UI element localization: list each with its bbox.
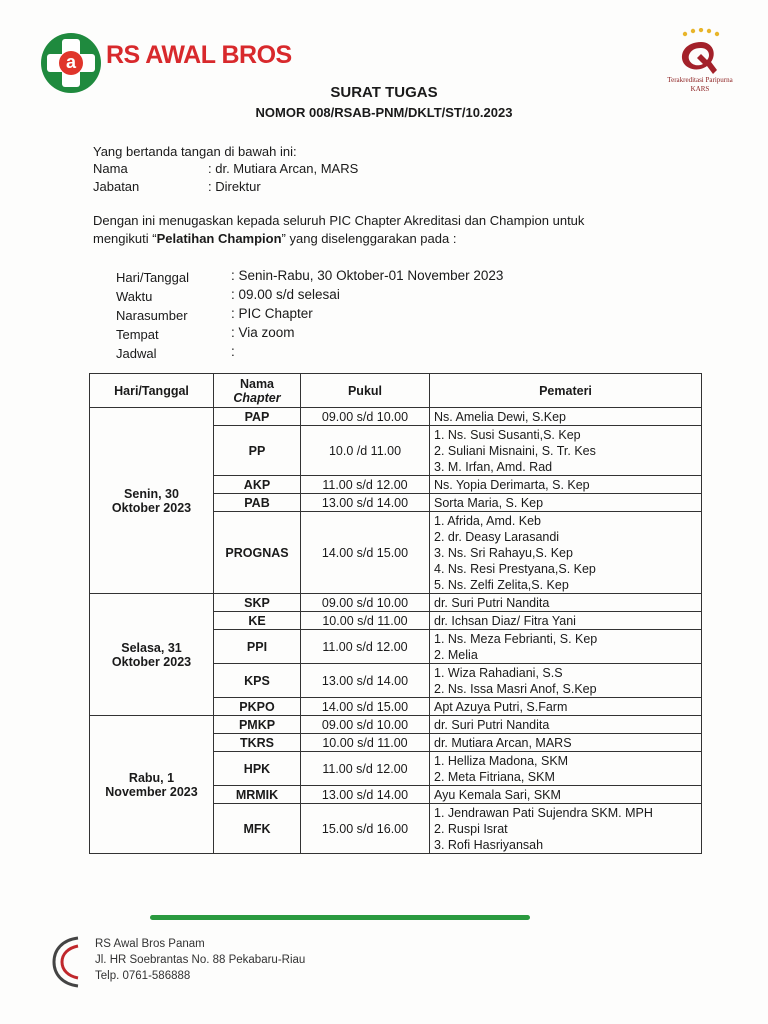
day-cell	[90, 594, 214, 716]
chapter-cell: PP	[214, 426, 301, 476]
document-title: SURAT TUGAS	[330, 84, 438, 101]
day-line1: Selasa, 31	[121, 640, 182, 655]
chapter-cell: MRMIK	[214, 786, 301, 804]
assignment-line1: Dengan ini menugaskan kepada seluruh PIC Chapter Akreditasi dan Champion untuk	[93, 213, 585, 228]
speaker-name: dr. Suri Putri Nandita	[434, 595, 550, 610]
time-cell: 14.00 s/d 15.00	[301, 512, 430, 594]
schedule-body	[90, 408, 702, 854]
time-cell: 13.00 s/d 14.00	[301, 494, 430, 512]
chapter-cell: KE	[214, 612, 301, 630]
speaker-name: 2. Meta Fitriana, SKM	[434, 769, 555, 784]
time-cell: 11.00 s/d 12.00	[301, 476, 430, 494]
speaker-cell	[430, 786, 702, 804]
speaker-name: Ayu Kemala Sari, SKM	[434, 787, 561, 802]
chapter-cell: PAP	[214, 408, 301, 426]
time-cell: 10.00 s/d 11.00	[301, 612, 430, 630]
time-cell: 13.00 s/d 14.00	[301, 786, 430, 804]
time-cell: 09.00 s/d 10.00	[301, 594, 430, 612]
training-name: Pelatihan Champion	[156, 231, 282, 246]
chapter-cell: TKRS	[214, 734, 301, 752]
footer-logo-icon	[48, 934, 88, 990]
chapter-cell: PAB	[214, 494, 301, 512]
time-cell: 09.00 s/d 10.00	[301, 408, 430, 426]
speaker-name: 5. Ns. Zelfi Zelita,S. Kep	[434, 577, 569, 592]
table-row	[90, 594, 702, 612]
speaker-name: 2. Melia	[434, 647, 478, 662]
document-number: NOMOR 008/RSAB-PNM/DKLT/ST/10.2023	[255, 105, 513, 120]
header-chapter-line2: Chapter	[233, 390, 281, 405]
speaker-name: Ns. Yopia Derimarta, S. Kep	[434, 477, 590, 492]
time-cell: 09.00 s/d 10.00	[301, 716, 430, 734]
detail-value: : Senin-Rabu, 30 Oktober-01 November 2023	[231, 268, 504, 283]
speaker-name: 2. Ruspi Israt	[434, 821, 508, 836]
speaker-cell	[430, 716, 702, 734]
speaker-name: 3. Ns. Sri Rahayu,S. Kep	[434, 545, 573, 560]
footer-line2: Jl. HR Soebrantas No. 88 Pekabaru-Riau	[95, 954, 306, 966]
header-speaker: Pemateri	[430, 374, 702, 408]
chapter-cell: KPS	[214, 664, 301, 698]
chapter-cell: AKP	[214, 476, 301, 494]
speaker-name: dr. Mutiara Arcan, MARS	[434, 735, 572, 750]
details-labels	[116, 268, 189, 363]
header-chapter	[214, 374, 301, 408]
speaker-cell	[430, 594, 702, 612]
accreditation-line1: Terakreditasi Paripurna	[667, 76, 733, 84]
speaker-name: dr. Ichsan Diaz/ Fitra Yani	[434, 613, 576, 628]
speaker-name: 1. Jendrawan Pati Sujendra SKM. MPH	[434, 805, 653, 820]
table-row	[90, 408, 702, 426]
day-line2: Oktober 2023	[111, 500, 192, 515]
day-cell	[90, 716, 214, 854]
detail-label: Jadwal	[116, 346, 157, 361]
detail-value: :	[231, 344, 235, 359]
assignment-line2	[93, 230, 456, 247]
speaker-name: Ns. Amelia Dewi, S.Kep	[434, 409, 566, 424]
speaker-name: 1. Wiza Rahadiani, S.S	[434, 665, 563, 680]
speaker-cell	[430, 476, 702, 494]
footer-divider	[150, 915, 530, 920]
speaker-name: 2. dr. Deasy Larasandi	[434, 529, 560, 544]
speaker-name: 2. Ns. Issa Masri Anof, S.Kep	[434, 681, 597, 696]
time-cell: 10.00 s/d 11.00	[301, 734, 430, 752]
speaker-cell	[430, 494, 702, 512]
day-line2: Oktober 2023	[111, 654, 192, 669]
accreditation-line2: KARS	[690, 85, 710, 93]
day-line2: November 2023	[105, 784, 198, 799]
time-cell: 14.00 s/d 15.00	[301, 698, 430, 716]
time-cell: 13.00 s/d 14.00	[301, 664, 430, 698]
footer-line3: Telp. 0761-586888	[95, 970, 191, 982]
speaker-cell	[430, 698, 702, 716]
speaker-name: 1. Ns. Susi Susanti,S. Kep	[434, 427, 581, 442]
speaker-cell	[430, 612, 702, 630]
speaker-cell	[430, 408, 702, 426]
day-cell	[90, 408, 214, 594]
detail-value: : 09.00 s/d selesai	[231, 287, 340, 302]
header-time: Pukul	[301, 374, 430, 408]
details-values	[231, 266, 503, 361]
table-row	[90, 716, 702, 734]
signer-position-label: Jabatan	[93, 179, 140, 194]
day-line1: Rabu, 1	[128, 770, 175, 785]
speaker-cell	[430, 804, 702, 854]
intro-text: Yang bertanda tangan di bawah ini:	[93, 144, 297, 159]
speaker-cell	[430, 734, 702, 752]
chapter-cell: PMKP	[214, 716, 301, 734]
speaker-cell	[430, 752, 702, 786]
chapter-cell: HPK	[214, 752, 301, 786]
detail-label: Narasumber	[116, 308, 188, 323]
detail-value: : PIC Chapter	[231, 306, 313, 321]
detail-label: Tempat	[116, 327, 159, 342]
speaker-cell	[430, 426, 702, 476]
day-line1: Senin, 30	[124, 486, 179, 501]
time-cell: 10.0 /d 11.00	[301, 426, 430, 476]
chapter-cell: PKPO	[214, 698, 301, 716]
speaker-name: Sorta Maria, S. Kep	[434, 495, 544, 510]
speaker-name: 1. Ns. Meza Febrianti, S. Kep	[434, 631, 598, 646]
chapter-cell: MFK	[214, 804, 301, 854]
signer-position-value: : Direktur	[208, 179, 261, 194]
speaker-name: 4. Ns. Resi Prestyana,S. Kep	[434, 561, 596, 576]
speaker-name: 1. Helliza Madona, SKM	[434, 753, 569, 768]
header-chapter-line1: Nama	[239, 376, 275, 391]
speaker-name: dr. Suri Putri Nandita	[434, 717, 550, 732]
speaker-cell	[430, 630, 702, 664]
time-cell: 15.00 s/d 16.00	[301, 804, 430, 854]
header-day: Hari/Tanggal	[90, 374, 214, 408]
brand-name: RS AWAL BROS	[106, 41, 292, 69]
schedule-table	[89, 373, 702, 854]
footer-address	[95, 936, 305, 984]
detail-label: Hari/Tanggal	[116, 270, 189, 285]
signer-name-label: Nama	[93, 161, 128, 176]
speaker-name: 3. Rofi Hasriyansah	[434, 837, 544, 852]
speaker-name: Apt Azuya Putri, S.Farm	[434, 699, 568, 714]
assignment-post: ” yang diselenggarakan pada :	[281, 231, 457, 246]
time-cell: 11.00 s/d 12.00	[301, 630, 430, 664]
speaker-cell	[430, 664, 702, 698]
logo-letter: a	[65, 52, 76, 72]
speaker-name: 1. Afrida, Amd. Keb	[434, 513, 542, 528]
time-cell: 11.00 s/d 12.00	[301, 752, 430, 786]
detail-value: : Via zoom	[231, 325, 295, 340]
speaker-name: 2. Suliani Misnaini, S. Tr. Kes	[434, 443, 596, 458]
assignment-pre: mengikuti “	[93, 231, 157, 246]
chapter-cell: SKP	[214, 594, 301, 612]
table-header-row	[90, 374, 702, 408]
chapter-cell: PPI	[214, 630, 301, 664]
speaker-name: 3. M. Irfan, Amd. Rad	[434, 459, 553, 474]
detail-label: Waktu	[116, 289, 153, 304]
footer-line1: RS Awal Bros Panam	[95, 938, 205, 950]
chapter-cell: PROGNAS	[214, 512, 301, 594]
speaker-cell	[430, 512, 702, 594]
signer-name-value: : dr. Mutiara Arcan, MARS	[208, 161, 359, 176]
